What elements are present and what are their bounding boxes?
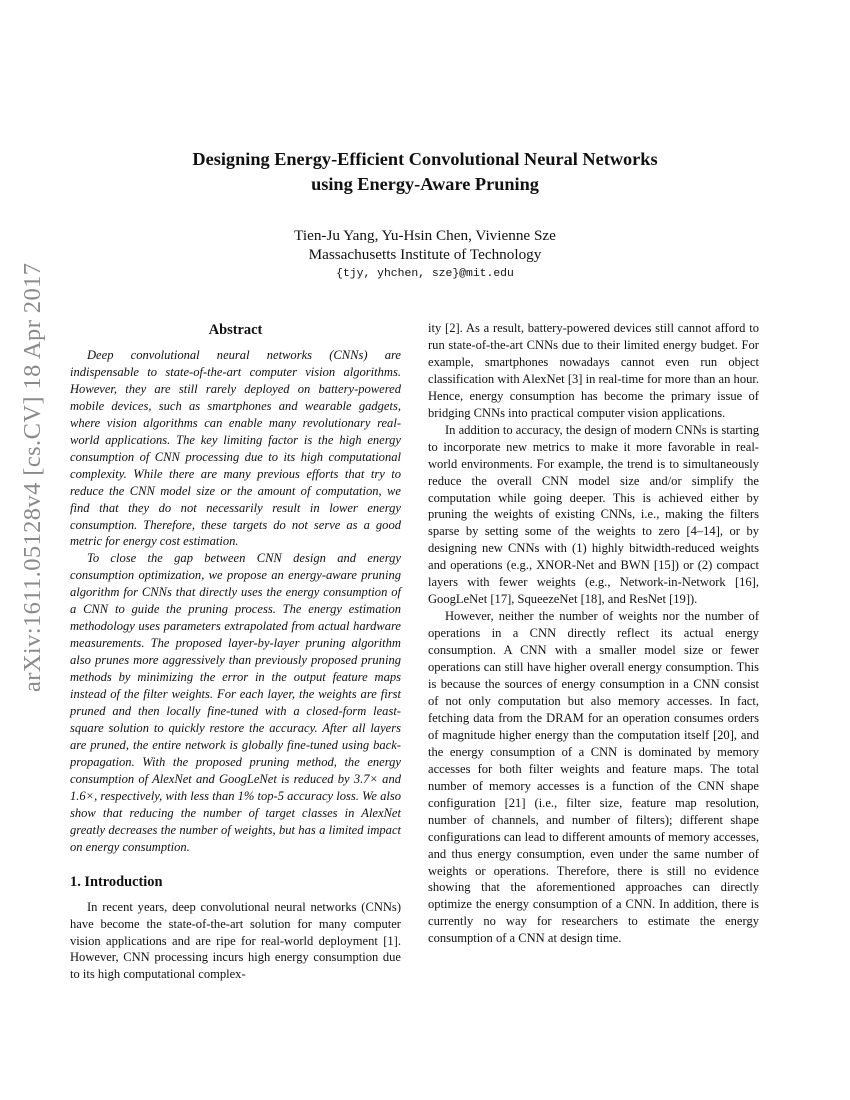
left-column [70, 320, 401, 983]
author-block [100, 226, 750, 264]
introduction-heading: 1. Introduction [70, 873, 163, 890]
intro-paragraph-3: However, neither the number of weights nor the number of operations in a CNN directly reflect its actual energy consumption. A CNN with a smaller model size or fewer operations can still have higher overall energy consumption. This is because the sources of energy consumption in a CNN consist of not only computation but also memory accesses. In fact, fetching data from the DRAM for an operation consumes orders of magnitude higher energy than the computation itself [20], and the energy consumption of a CNN is dominated by memory accesses for both filter weights and feature maps. The total number of memory accesses is a function of the CNN shape configuration [21] (i.e., filter size, feature map resolution, number of channels, and number of filters); different shape configurations can lead to different amounts of memory accesses, and thus energy consumption, even under the same number of weights or operations. Therefore, there is still no evidence showing that the aforementioned approaches can directly optimize the energy consumption of a CNN. In addition, there is currently no way for researchers to estimate the energy consumption of a CNN at design time. [428, 609, 759, 946]
intro-paragraph-1-start: In recent years, deep convolutional neural networks (CNNs) have become the state-of-the-art solution for many computer vision applications and are ripe for real-world deployment [1]. However, CNN processing incurs high energy consumption due to its high computational complex- [70, 899, 401, 982]
abstract-heading: Abstract [208, 322, 263, 338]
author-email: {tjy, yhchen, sze}@mit.edu [336, 268, 514, 280]
abstract-section [70, 320, 401, 856]
author-names: Tien-Ju Yang, Yu-Hsin Chen, Vivienne Sze [294, 227, 556, 244]
title-line-1: Designing Energy-Efficient Convolutional Neural Networks [192, 149, 658, 169]
arxiv-identifier-text: arXiv:1611.05128v4 [cs.CV] 18 Apr 2017 [19, 262, 46, 692]
affiliation: Massachusetts Institute of Technology [308, 246, 542, 263]
paper-title [100, 147, 750, 197]
abstract-paragraph-2: To close the gap between CNN design and energy consumption optimization, we propose an energy-aware pruning algorithm for CNNs that directly uses the energy consumption of a CNN to guide the pruning process. The energy estimation methodology uses parameters extrapolated from actual hardware measurements. The proposed layer-by-layer pruning algorithm also prunes more aggressively than previously proposed pruning methods by minimizing the error in the output feature maps instead of the filter weights. For each layer, the weights are first pruned and then locally fine-tuned with a closed-form least-square solution to quickly restore the accuracy. After all layers are pruned, the entire network is globally fine-tuned using back-propagation. With the proposed pruning method, the energy consumption of AlexNet and GoogLeNet is reduced by 3.7× and 1.6×, respectively, with less than 1% top-5 accuracy loss. We also show that reducing the number of target classes in AlexNet greatly decreases the number of weights, but has a limited impact on energy consumption. [70, 551, 401, 854]
right-column [428, 320, 759, 947]
intro-paragraph-2: In addition to accuracy, the design of modern CNNs is starting to incorporate new metrics to make it more favorable in real-world environments. For example, the trend is to simultaneously reduce the overall CNN model size and/or simplify the computation while going deeper. This is achieved either by pruning the weights of existing CNNs, i.e., making the filters sparse by setting some of the weights to zero [4–14], or by designing new CNNs with (1) highly bitwidth-reduced weights and operations (e.g., XNOR-Net and BWN [15]) or (2) compact layers with fewer weights (e.g., Network-in-Network [16], GoogLeNet [17], SqueezeNet [18], and ResNet [19]). [428, 422, 759, 607]
abstract-paragraph-1: Deep convolutional neural networks (CNNs) are indispensable to state-of-the-art computer vision algorithms. However, they are still rarely deployed on battery-powered mobile devices, such as smartphones and wearable gadgets, where vision algorithms can enable many revolutionary real-world applications. The key limiting factor is the high energy consumption of CNN processing due to its high computational complexity. While there are many previous efforts that try to reduce the CNN model size or the amount of computation, we find that they do not necessarily result in lower energy consumption. Therefore, these targets do not serve as a good metric for energy cost estimation. [70, 348, 401, 549]
intro-paragraph-1-continued: ity [2]. As a result, battery-powered devices still cannot afford to run state-of-the-art CNNs due to their limited energy budget. For example, smartphones nowadays cannot even run object classification with AlexNet [3] in real-time for more than an hour. Hence, energy consumption has become the primary issue of bridging CNNs into practical computer vision applications. [428, 321, 759, 420]
title-line-2: using Energy-Aware Pruning [311, 174, 539, 194]
